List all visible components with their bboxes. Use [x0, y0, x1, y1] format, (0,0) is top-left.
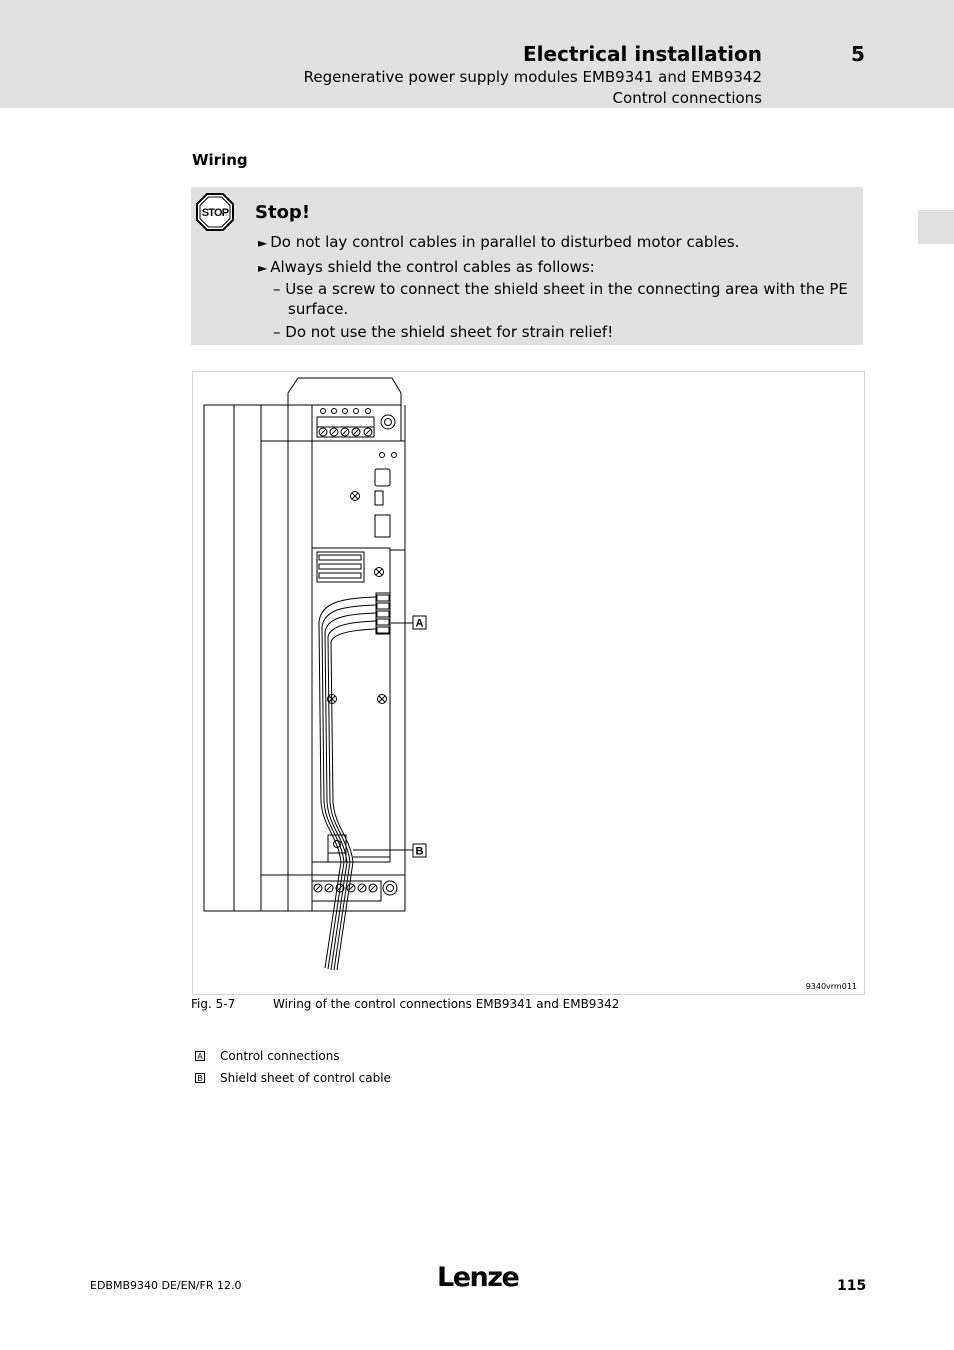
bullet-arrow-icon: ►: [258, 236, 268, 250]
callout-b: [413, 844, 426, 858]
figure-caption: Wiring of the control connections EMB9341 and EMB9342: [273, 997, 620, 1011]
callout-b-label: B: [415, 845, 424, 858]
callout-a-label: A: [415, 617, 424, 630]
stop-bullet-1: ► Do not lay control cables in parallel to disturbed motor cables.: [258, 233, 740, 251]
page-subsection: Control connections: [612, 89, 762, 107]
section-heading: Wiring: [192, 151, 248, 169]
figure-number: Fig. 5-7: [191, 997, 236, 1011]
stop-warning-box: [191, 187, 863, 345]
legend-text-a: Control connections: [220, 1049, 340, 1063]
stop-sign-icon: [196, 193, 234, 231]
module-wiring-drawing: [193, 372, 866, 996]
stop-subitem-1-continued: surface.: [288, 300, 349, 318]
page-number: 115: [837, 1278, 867, 1294]
chapter-tab: [918, 210, 954, 244]
stop-sign-text: STOP: [201, 207, 229, 219]
bullet-arrow-icon: ►: [258, 261, 268, 275]
stop-subitem-1: – Use a screw to connect the shield sheet in the connecting area with the PE: [273, 280, 848, 298]
stop-title: Stop!: [255, 202, 311, 223]
legend-text-b: Shield sheet of control cable: [220, 1071, 391, 1085]
header-band: [0, 0, 954, 108]
chapter-number: 5: [851, 42, 865, 66]
stop-bullet-2: ► Always shield the control cables as follows:: [258, 258, 595, 276]
document-id: EDBMB9340 DE/EN/FR 12.0: [90, 1279, 242, 1292]
page-subtitle: Regenerative power supply modules EMB9341 and EMB9342: [303, 68, 762, 86]
callout-a: [413, 616, 426, 630]
lenze-logo: Lenze: [437, 1262, 519, 1293]
figure-frame: [192, 371, 865, 995]
legend-key-a: A: [195, 1051, 205, 1061]
page-title: Electrical installation: [522, 42, 762, 66]
drawing-id: 9340vrm011: [805, 982, 857, 991]
stop-subitem-2: – Do not use the shield sheet for strain relief!: [273, 323, 614, 341]
legend-key-b: B: [195, 1073, 205, 1083]
